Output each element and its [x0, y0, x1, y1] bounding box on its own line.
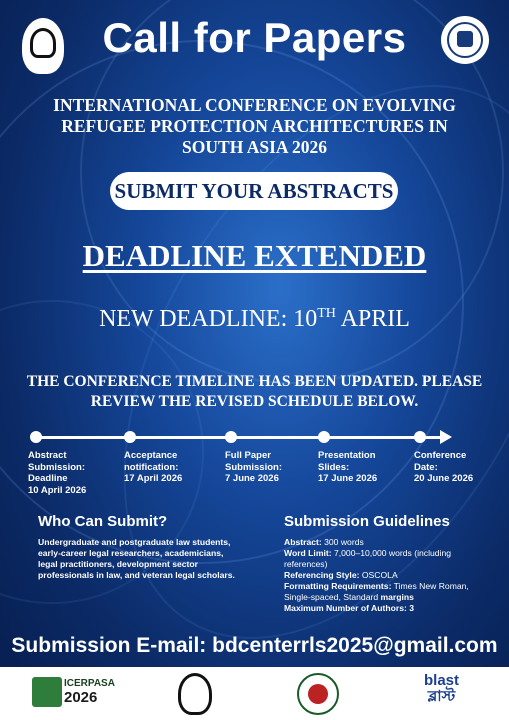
timeline-dot: [414, 431, 426, 443]
new-deadline: [0, 306, 509, 333]
blast-logo-icon: [424, 673, 459, 705]
icerpasa-logo-icon: [32, 677, 118, 713]
timeline-item-abstract: [28, 450, 86, 496]
timeline-item-presentation: [318, 450, 377, 485]
guideline-max-authors: Maximum Number of Authors: 3: [284, 603, 415, 613]
timeline-dot: [124, 431, 136, 443]
timeline-label: Full Paper Submission:: [225, 450, 283, 473]
new-deadline-prefix: NEW DEADLINE: 10: [99, 306, 318, 332]
timeline-date: 17 April 2026: [124, 473, 183, 484]
timeline-item-full-paper: [225, 450, 282, 485]
icerpasa-year: 2026: [64, 689, 98, 706]
new-deadline-sup: TH: [317, 306, 336, 321]
guideline-word-limit: Word Limit: 7,000–10,000 words (including references): [284, 548, 452, 569]
footer-logos: [0, 667, 509, 720]
timeline-item-conference: [414, 450, 473, 485]
submission-guidelines: [284, 537, 489, 614]
blast-bangla: ব্লাস্ট: [427, 688, 456, 705]
who-can-submit-heading: Who Can Submit?: [38, 513, 168, 530]
timeline-label: Acceptance notification:: [124, 450, 179, 473]
timeline-note: THE CONFERENCE TIMELINE HAS BEEN UPDATED. PLEASE REVIEW THE REVISED SCHEDULE BELOW.: [26, 373, 483, 410]
submission-guidelines-heading: Submission Guidelines: [284, 513, 450, 530]
timeline-item-acceptance: [124, 450, 182, 485]
icerpasa-name: ICERPASA: [64, 678, 115, 689]
timeline-date: 10 April 2026: [28, 484, 87, 496]
who-can-submit-text: Undergraduate and postgraduate law students, early-career legal researchers, academicians, legal practitioners, development sector professionals in law, and veteran legal scholars.: [38, 537, 235, 580]
timeline-dot: [225, 431, 237, 443]
timeline-label: Conference Date:: [414, 450, 467, 473]
timeline-label: Abstract Submission: Deadline: [28, 450, 86, 484]
timeline-dot: [318, 431, 330, 443]
conference-title: INTERNATIONAL CONFERENCE ON EVOLVING REFUGEE PROTECTION ARCHITECTURES IN SOUTH ASIA 2026: [53, 95, 456, 157]
blast-text: blast: [424, 672, 460, 689]
timeline-dot: [30, 431, 42, 443]
university-seal-icon: [178, 673, 212, 715]
timeline-arrow-icon: [440, 430, 452, 444]
timeline-line: [36, 436, 444, 439]
new-deadline-suffix: APRIL: [335, 306, 410, 332]
page-title: Call for Papers: [102, 14, 407, 61]
submission-email[interactable]: Submission E-mail: bdcenterrls2025@gmail.com: [11, 634, 498, 657]
deadline-extended-heading: DEADLINE EXTENDED: [82, 238, 427, 273]
center-emblem-icon: [297, 673, 339, 715]
timeline-date: 17 June 2026: [318, 473, 378, 484]
timeline-date: 20 June 2026: [414, 473, 474, 484]
timeline-label: Presentation Slides:: [318, 450, 376, 473]
guideline-abstract: Abstract: 300 words: [284, 537, 364, 547]
guideline-formatting: Formatting Requirements: Times New Roman, Single-spaced, Standard margins: [284, 581, 469, 602]
submit-abstracts-button[interactable]: SUBMIT YOUR ABSTRACTS: [110, 172, 398, 210]
timeline-date: 7 June 2026: [225, 473, 279, 484]
guideline-referencing: Referencing Style: OSCOLA: [284, 570, 398, 580]
